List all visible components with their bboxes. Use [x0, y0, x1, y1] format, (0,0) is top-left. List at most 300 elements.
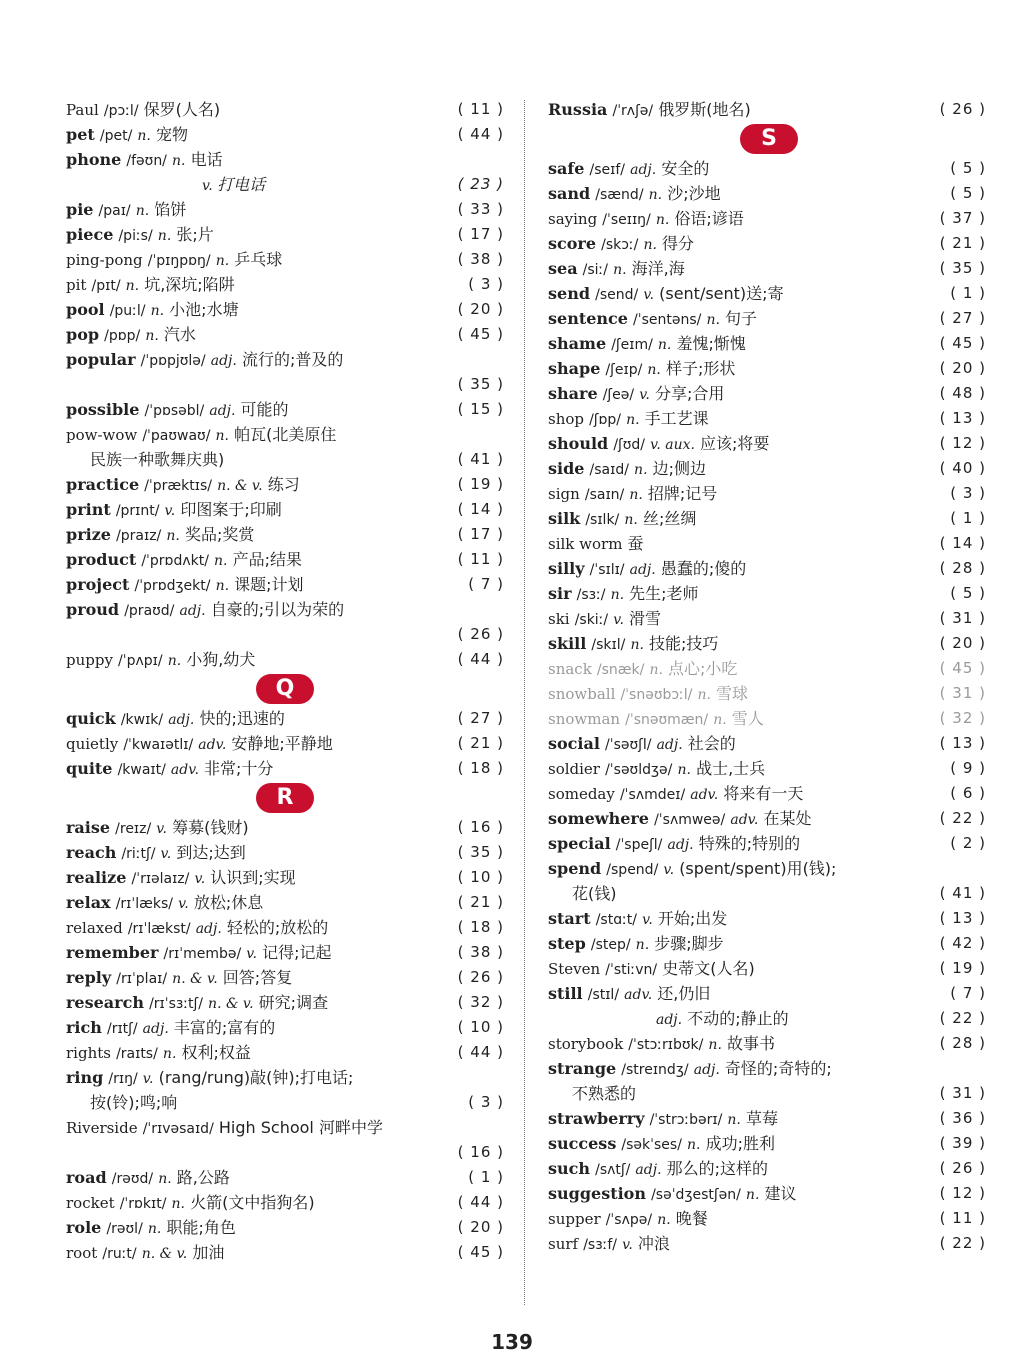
- phonetic: /seɪf/: [589, 162, 626, 178]
- page-reference: ( 22 ): [939, 809, 986, 827]
- phonetic: /paɪ/: [98, 203, 131, 219]
- phonetic: /ˈsʌmdeɪ/: [619, 787, 686, 803]
- headword: send: [548, 284, 591, 303]
- entry-text: [548, 584, 699, 603]
- page-reference: ( 18 ): [457, 759, 504, 777]
- part-of-speech: n.: [171, 1196, 185, 1212]
- phonetic: /sɜːf/: [583, 1237, 618, 1253]
- glossary-entry: [548, 706, 988, 731]
- meaning: 蚕: [627, 534, 644, 553]
- glossary-entry: [548, 981, 988, 1006]
- part-of-speech: v.: [160, 846, 172, 862]
- glossary-entry: [66, 372, 506, 397]
- glossary-entry: [66, 547, 506, 572]
- meaning: 在某处: [763, 809, 812, 828]
- phonetic: /ˈpɒsəbl/: [144, 403, 205, 419]
- phonetic: /ʃeə/: [602, 387, 635, 403]
- headword: road: [66, 1168, 107, 1187]
- phonetic: /ˈrʌʃə/: [612, 103, 654, 119]
- part-of-speech: v.: [622, 1237, 633, 1253]
- phonetic: /rɪˈmembə/: [163, 946, 242, 962]
- meaning: 研究;调查: [258, 993, 329, 1012]
- headword: supper: [548, 1210, 601, 1228]
- glossary-entry: [548, 1231, 988, 1256]
- glossary-entry: [548, 206, 988, 231]
- phonetic: /ˈspeʃl/: [615, 837, 663, 853]
- glossary-entry: [548, 181, 988, 206]
- phonetic: /pet/: [99, 128, 133, 144]
- entry-text: [548, 534, 644, 553]
- page-reference: ( 7 ): [950, 984, 986, 1002]
- part-of-speech: n.: [677, 762, 691, 778]
- glossary-entry: [66, 865, 506, 890]
- glossary-entry: [548, 231, 988, 256]
- page-reference: ( 1 ): [468, 1168, 504, 1186]
- part-of-speech: n.: [643, 237, 657, 253]
- page-reference: ( 21 ): [457, 893, 504, 911]
- phonetic: /stɪl/: [587, 987, 620, 1003]
- page-reference: ( 45 ): [457, 1243, 504, 1261]
- entry-text: [66, 1043, 251, 1062]
- phonetic: /rɪˈlækst/: [127, 921, 191, 937]
- page-reference: ( 6 ): [950, 784, 986, 802]
- entry-text: [548, 100, 751, 119]
- part-of-speech: adv.: [170, 762, 199, 778]
- phonetic: /ˈsəʊldʒə/: [605, 762, 673, 778]
- meaning: 张;片: [176, 225, 214, 244]
- page-reference: ( 15 ): [457, 400, 504, 418]
- part-of-speech: v.: [642, 912, 653, 928]
- part-of-speech: n.: [172, 153, 186, 169]
- part-of-speech: n.: [610, 587, 625, 603]
- glossary-entry: [548, 1206, 988, 1231]
- part-of-speech: n.: [215, 253, 230, 269]
- entry-text: [548, 1184, 797, 1203]
- entry-text: [548, 759, 765, 778]
- entry-text: [548, 559, 746, 578]
- phonetic: /send/: [595, 287, 639, 303]
- part-of-speech: v.: [164, 503, 176, 519]
- meaning: 轻松的;放松的: [226, 918, 329, 937]
- glossary-entry: [548, 906, 988, 931]
- glossary-entry: [66, 940, 506, 965]
- headword: Steven: [548, 960, 601, 978]
- meaning: 得分: [662, 234, 695, 253]
- entry-text: [66, 150, 223, 169]
- page-reference: ( 44 ): [457, 1043, 504, 1061]
- phonetic: /sænd/: [595, 187, 644, 203]
- glossary-entry: [548, 1056, 988, 1081]
- entry-text: [548, 859, 836, 878]
- meaning: 技能;技巧: [649, 634, 719, 653]
- part-of-speech: adj.: [210, 353, 237, 369]
- headword: quick: [66, 709, 116, 728]
- headword: Russia: [548, 100, 608, 119]
- headword: rocket: [66, 1194, 115, 1212]
- headword: Paul: [66, 101, 99, 119]
- phonetic: /pɪt/: [91, 278, 121, 294]
- glossary-entry: [548, 856, 988, 881]
- entry-text: [66, 1218, 236, 1237]
- headword: social: [548, 734, 600, 753]
- headword: ping-pong: [66, 251, 143, 269]
- meaning: 步骤;脚步: [654, 934, 724, 953]
- meaning: 点心;小吃: [668, 659, 738, 678]
- page-reference: ( 22 ): [939, 1234, 986, 1252]
- headword: strange: [548, 1059, 617, 1078]
- entry-text: [548, 234, 694, 253]
- headword: pie: [66, 200, 94, 219]
- phonetic: /ˈsəʊʃl/: [605, 737, 652, 753]
- headword: piece: [66, 225, 114, 244]
- headword: safe: [548, 159, 585, 178]
- entry-text: [66, 275, 235, 294]
- glossary-entry: [548, 731, 988, 756]
- glossary-entry: [548, 306, 988, 331]
- glossary-entry: [66, 572, 506, 597]
- meaning: 建议: [764, 1184, 797, 1203]
- page-reference: ( 31 ): [939, 1084, 986, 1102]
- glossary-entry: [66, 172, 506, 197]
- meaning: 俗语;谚语: [674, 209, 744, 228]
- entry-text: [548, 334, 746, 353]
- phonetic: /ˈrɪvəsaɪd/: [142, 1121, 214, 1137]
- entry-text: [66, 943, 331, 962]
- glossary-entry: [548, 506, 988, 531]
- entry-text: [66, 843, 246, 862]
- entry-text: [548, 609, 661, 628]
- phonetic: /fəʊn/: [126, 153, 167, 169]
- page-reference: ( 13 ): [939, 909, 986, 927]
- phonetic: /praɪz/: [116, 528, 162, 544]
- page-reference: ( 40 ): [939, 459, 986, 477]
- phonetic: /riːtʃ/: [121, 846, 156, 862]
- headword: soldier: [548, 760, 600, 778]
- entry-text: [66, 550, 302, 569]
- glossary-entry: [66, 147, 506, 172]
- part-of-speech: n.: [135, 203, 150, 219]
- headword: sign: [548, 485, 580, 503]
- meaning: (sent/sent)送;寄: [659, 284, 784, 303]
- phonetic: /ˈpræktɪs/: [144, 478, 212, 494]
- page-reference: ( 23 ): [457, 175, 504, 193]
- page-reference: ( 14 ): [457, 500, 504, 518]
- part-of-speech: n.: [657, 337, 672, 353]
- part-of-speech: adj.: [656, 737, 683, 753]
- page-reference: ( 44 ): [457, 125, 504, 143]
- phonetic: /kwɪk/: [120, 712, 164, 728]
- part-of-speech: v.: [663, 862, 675, 878]
- meaning-continued: 民族一种歌舞庆典): [90, 450, 225, 469]
- headword: pet: [66, 125, 95, 144]
- glossary-entry: [66, 647, 506, 672]
- entry-text: [66, 475, 300, 494]
- entry-text: [66, 968, 292, 987]
- entry-text: [66, 525, 254, 544]
- entry-text: [66, 1243, 224, 1262]
- phonetic: /streɪndʒ/: [621, 1062, 689, 1078]
- entry-text: [66, 125, 188, 144]
- headword: snack: [548, 660, 592, 678]
- section-letter-badge: R: [256, 783, 314, 813]
- entry-text: [66, 709, 285, 728]
- page-reference: ( 2 ): [950, 834, 986, 852]
- part-of-speech: adv.: [198, 737, 227, 753]
- headword: spend: [548, 859, 602, 878]
- page-reference: ( 10 ): [457, 868, 504, 886]
- meaning: 奖品;奖赏: [184, 525, 255, 544]
- glossary-entry: [66, 1015, 506, 1040]
- entry-text: [548, 384, 724, 403]
- entry-text: [66, 1193, 315, 1212]
- meaning: 帕瓦(北美原住: [234, 425, 337, 444]
- glossary-entry: [548, 431, 988, 456]
- headword: role: [66, 1218, 102, 1237]
- headword: step: [548, 934, 586, 953]
- entry-text: [548, 634, 718, 653]
- entry-text: [548, 809, 811, 828]
- phonetic: /saɪn/: [584, 487, 625, 503]
- headword: strawberry: [548, 1109, 645, 1128]
- page-reference: ( 35 ): [457, 843, 504, 861]
- meaning: 电话: [190, 150, 223, 169]
- glossary-entry: [548, 606, 988, 631]
- glossary-entry: [66, 247, 506, 272]
- part-of-speech: n. & v.: [217, 478, 263, 494]
- headword: sentence: [548, 309, 628, 328]
- page-reference: ( 22 ): [939, 1009, 986, 1027]
- entry-text: [66, 500, 282, 519]
- entry-text: [66, 893, 263, 912]
- glossary-entry: [548, 556, 988, 581]
- headword: side: [548, 459, 585, 478]
- meaning: 回答;答复: [222, 968, 293, 987]
- meaning: 句子: [725, 309, 758, 328]
- entry-text: [548, 259, 685, 278]
- glossary-entry: [548, 956, 988, 981]
- headword: share: [548, 384, 598, 403]
- headword: snowman: [548, 710, 621, 728]
- part-of-speech: n.: [145, 328, 159, 344]
- part-of-speech: n.: [647, 362, 661, 378]
- meaning: 开始;出发: [657, 909, 728, 928]
- headword: shame: [548, 334, 607, 353]
- headword: puppy: [66, 651, 113, 669]
- phonetic: /skiː/: [574, 612, 609, 628]
- entry-text: [548, 159, 709, 178]
- glossary-entry: [548, 631, 988, 656]
- phonetic: /step/: [590, 937, 631, 953]
- part-of-speech: n.: [157, 228, 172, 244]
- headword: score: [548, 234, 597, 253]
- page-reference: ( 32 ): [939, 709, 986, 727]
- glossary-entry: [66, 915, 506, 940]
- glossary-entry: [548, 331, 988, 356]
- phonetic: /prɪnt/: [115, 503, 160, 519]
- entry-text: [66, 450, 224, 469]
- headword: pool: [66, 300, 105, 319]
- glossary-entry: [66, 597, 506, 622]
- entry-text: [548, 509, 696, 528]
- meaning: 安静地;平静地: [231, 734, 333, 753]
- part-of-speech: v.: [156, 821, 167, 837]
- meaning: 产品;结果: [232, 550, 302, 569]
- part-of-speech: n.: [137, 128, 151, 144]
- glossary-entry: [66, 890, 506, 915]
- part-of-speech: n.: [147, 1221, 162, 1237]
- meaning: High School 河畔中学: [218, 1118, 383, 1137]
- glossary-entry: [548, 256, 988, 281]
- part-of-speech: adj.: [168, 712, 195, 728]
- page-reference: ( 7 ): [468, 575, 504, 593]
- part-of-speech: n.: [687, 1137, 701, 1153]
- glossary-entry: [548, 1131, 988, 1156]
- meaning: 印图案于;印刷: [180, 500, 282, 519]
- meaning: 汽水: [163, 325, 196, 344]
- page-reference: ( 27 ): [457, 709, 504, 727]
- headword: silly: [548, 559, 585, 578]
- meaning: 非常;十分: [204, 759, 274, 778]
- page-reference: ( 31 ): [939, 684, 986, 702]
- phonetic: /reɪz/: [115, 821, 152, 837]
- phonetic: /siː/: [582, 262, 608, 278]
- part-of-speech: adj.: [179, 603, 206, 619]
- glossary-entry: [66, 472, 506, 497]
- page-reference: ( 1 ): [950, 509, 986, 527]
- part-of-speech: v.: [639, 387, 650, 403]
- glossary-entry: [66, 1240, 506, 1265]
- entry-text: [548, 459, 706, 478]
- part-of-speech: n.: [158, 1171, 172, 1187]
- page-reference: ( 20 ): [457, 1218, 504, 1236]
- entry-text: [66, 325, 196, 344]
- entry-text: [66, 200, 186, 219]
- headword: quite: [66, 759, 113, 778]
- phonetic: /səˈdʒestʃən/: [651, 1187, 741, 1203]
- headword: pow-wow: [66, 426, 138, 444]
- part-of-speech: n.: [708, 1037, 722, 1053]
- page-reference: ( 11 ): [939, 1209, 986, 1227]
- part-of-speech: v.: [142, 1071, 154, 1087]
- page-reference: ( 27 ): [939, 309, 986, 327]
- entry-text: [548, 1059, 832, 1078]
- page-reference: ( 17 ): [457, 225, 504, 243]
- meaning-continued: 按(铃);鸣;响: [90, 1093, 178, 1112]
- glossary-entry: [66, 397, 506, 422]
- entry-text: [66, 225, 214, 244]
- entry-text: [548, 309, 757, 328]
- page-reference: ( 42 ): [939, 934, 986, 952]
- glossary-entry: [548, 1031, 988, 1056]
- glossary-entry: [548, 756, 988, 781]
- headword: raise: [66, 818, 111, 837]
- meaning: 丰富的;富有的: [173, 1018, 276, 1037]
- phonetic: /ʃʊd/: [613, 437, 645, 453]
- part-of-speech: n.: [624, 512, 638, 528]
- glossary-entry: [66, 1215, 506, 1240]
- meaning: 战士,士兵: [696, 759, 766, 778]
- page-reference: ( 16 ): [457, 1143, 504, 1161]
- page-reference: ( 13 ): [939, 409, 986, 427]
- entry-text: [548, 659, 737, 678]
- meaning: 不动的;静止的: [687, 1009, 789, 1028]
- glossary-entry: [66, 422, 506, 447]
- phonetic: /saɪd/: [589, 462, 629, 478]
- glossary-entry: [66, 297, 506, 322]
- headword: success: [548, 1134, 617, 1153]
- entry-text: [66, 1168, 230, 1187]
- page-reference: ( 26 ): [939, 100, 986, 118]
- part-of-speech: n.: [626, 412, 640, 428]
- meaning: 冲浪: [637, 1234, 670, 1253]
- entry-text: [66, 993, 328, 1012]
- page-reference: ( 26 ): [457, 968, 504, 986]
- phonetic: /ruːt/: [102, 1246, 137, 1262]
- glossary-entry: [66, 706, 506, 731]
- entry-text: [548, 959, 755, 978]
- meaning: 招牌;记号: [647, 484, 718, 503]
- glossary-entry: [548, 456, 988, 481]
- glossary-entry: [66, 322, 506, 347]
- meaning: 羞愧;惭愧: [676, 334, 746, 353]
- headword: practice: [66, 475, 140, 494]
- phonetic: /ˈkwaɪətlɪ/: [123, 737, 194, 753]
- glossary-entry: [548, 156, 988, 181]
- headword: sand: [548, 184, 591, 203]
- page-reference: ( 38 ): [457, 943, 504, 961]
- phonetic: /snæk/: [596, 662, 645, 678]
- meaning: (rang/rung)敲(钟);打电话;: [158, 1068, 354, 1087]
- entry-text: [548, 1159, 768, 1178]
- page-reference: ( 35 ): [939, 259, 986, 277]
- meaning: 海洋,海: [631, 259, 685, 278]
- page-reference: ( 16 ): [457, 818, 504, 836]
- headword: print: [66, 500, 111, 519]
- headword: rights: [66, 1044, 111, 1062]
- meaning: 放松;休息: [193, 893, 264, 912]
- meaning: 沙;沙地: [667, 184, 721, 203]
- glossary-entry: [548, 806, 988, 831]
- glossary-entry: [66, 197, 506, 222]
- headword: shape: [548, 359, 601, 378]
- part-of-speech: adj.: [629, 562, 656, 578]
- meaning: 职能;角色: [166, 1218, 236, 1237]
- headword: proud: [66, 600, 120, 619]
- part-of-speech: adj.: [195, 921, 222, 937]
- section-letter-header: [548, 122, 988, 156]
- phonetic: /ˈsʌmweə/: [654, 812, 726, 828]
- glossary-entry: [548, 831, 988, 856]
- headword: shop: [548, 410, 584, 428]
- section-letter-header: [66, 781, 506, 815]
- meaning: 社会的: [687, 734, 736, 753]
- entry-text: [548, 909, 727, 928]
- entry-text: [66, 650, 255, 669]
- headword: such: [548, 1159, 591, 1178]
- part-of-speech: adj.: [635, 1162, 662, 1178]
- part-of-speech: adv.: [690, 787, 719, 803]
- meaning: 记得;记起: [262, 943, 332, 962]
- page-reference: ( 17 ): [457, 525, 504, 543]
- part-of-speech: n.: [706, 312, 720, 328]
- page-reference: ( 38 ): [457, 250, 504, 268]
- part-of-speech: v.: [194, 871, 206, 887]
- headword: realize: [66, 868, 127, 887]
- part-of-speech: adv.: [730, 812, 759, 828]
- headword: phone: [66, 150, 122, 169]
- glossary-entry: [66, 1040, 506, 1065]
- headword: saying: [548, 210, 598, 228]
